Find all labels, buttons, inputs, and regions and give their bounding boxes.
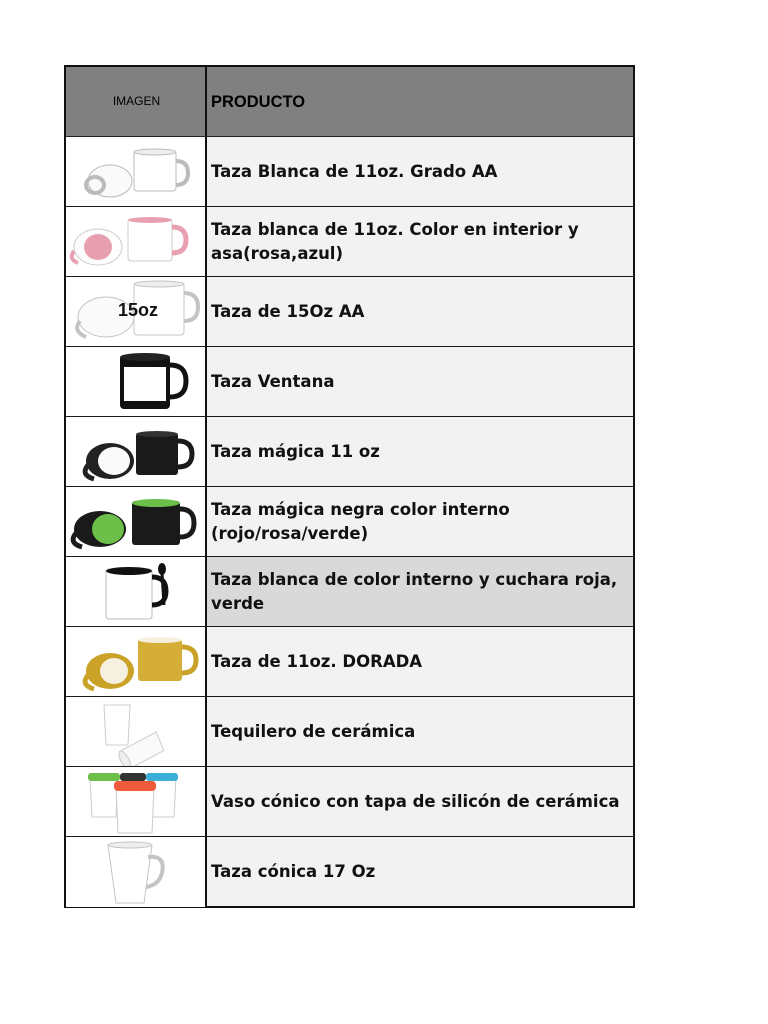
table-row [66,137,633,207]
table-row [66,487,633,557]
product-image [66,837,207,907]
product-name: Taza de 11oz. DORADA [211,651,423,671]
table-row [66,347,633,417]
product-image [66,697,207,766]
product-name: Vaso cónico con tapa de silicón de cerámica [211,791,620,811]
product-name: Taza de 15Oz AA [211,301,365,321]
product-name: Taza cónica 17 Oz [211,862,376,881]
product-image [66,627,207,696]
tequila-shot-icon [66,697,205,766]
product-table [64,65,635,908]
conical-mug-icon [66,837,205,906]
lidded-cups-icon [66,767,205,836]
table-row [66,207,633,277]
header-product-cell [207,67,633,136]
magic-mugs-icon [66,417,205,486]
product-image [66,557,207,626]
product-name: Taza mágica 11 oz [211,441,380,461]
product-name: Taza Ventana [211,371,335,391]
gold-mugs-icon [66,627,205,696]
white-mugs-icon [66,137,205,206]
table-row [66,697,633,767]
product-name: Taza mágica negra color interno (rojo/rosa/verde) [211,499,510,543]
product-image [66,207,207,276]
pink-inner-mugs-icon [66,207,205,276]
window-mug-icon [66,347,205,416]
product-name: Taza Blanca de 11oz. Grado AA [211,161,498,181]
header-image-cell [66,67,207,136]
table-row [66,557,633,627]
header-product-label: PRODUCTO [211,92,306,111]
product-name: Tequilero de cerámica [211,721,416,741]
table-row [66,627,633,697]
table-row [66,837,633,907]
size-label: 15oz [118,300,159,320]
product-image [66,277,207,346]
product-name: Taza blanca de color interno y cuchara roja, verde [211,569,618,613]
product-image [66,137,207,206]
product-image [66,347,207,416]
table-row [66,277,633,347]
product-image [66,767,207,836]
spoon-mug-icon [66,557,205,626]
header-image-label: IMAGEN [112,94,161,108]
table-header [66,67,633,137]
table-row [66,417,633,487]
black-green-mugs-icon [66,487,205,556]
product-image [66,417,207,486]
product-image [66,487,207,556]
product-name: Taza blanca de 11oz. Color en interior y asa(rosa,azul) [211,219,579,263]
table-row [66,767,633,837]
